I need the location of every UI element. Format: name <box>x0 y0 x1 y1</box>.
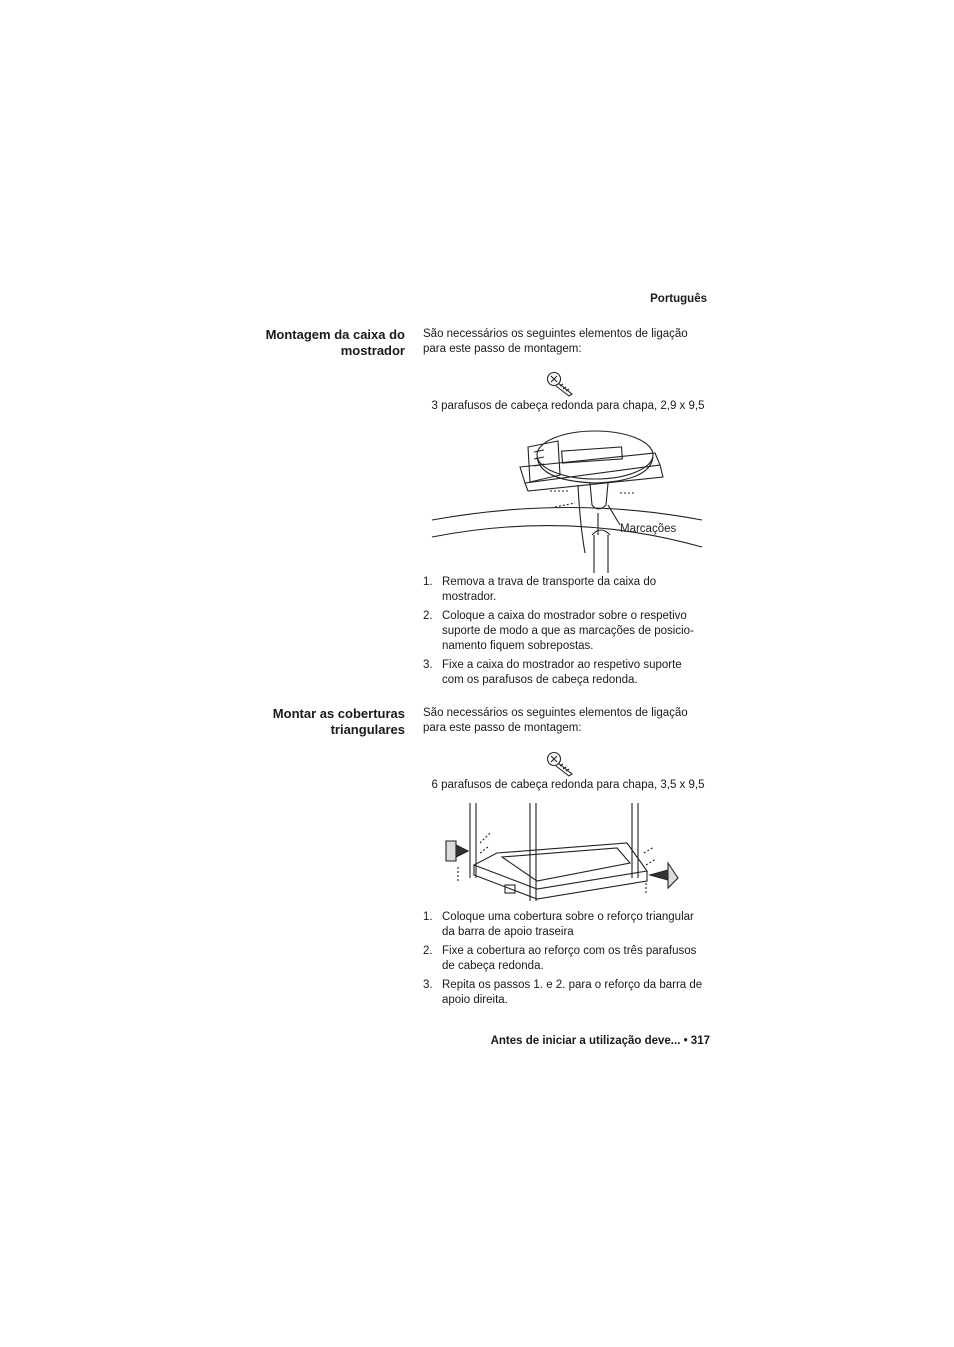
triangular-covers-figure <box>432 803 682 903</box>
steps-list <box>423 575 713 692</box>
step-item <box>423 910 713 940</box>
step-text: Remova a trava de transporte da caixa do <box>442 576 657 588</box>
screw-icon <box>545 750 581 778</box>
step-number: 3. <box>423 979 433 991</box>
step-text: Fixe a caixa do mostrador ao respetivo suporte <box>442 659 682 671</box>
step-text: namento fiquem sobrepostas. <box>442 640 594 652</box>
section-title-line: Montagem da caixa do <box>265 327 405 342</box>
step-number: 2. <box>423 610 433 622</box>
section-title-line: mostrador <box>340 343 405 358</box>
step-text: de cabeça redonda. <box>442 960 544 972</box>
step-text: Coloque a caixa do mostrador sobre o respetivo <box>442 610 687 622</box>
step-item <box>423 978 713 1008</box>
steps-list <box>423 910 713 1012</box>
screw-caption: 6 parafusos de cabeça redonda para chapa, 3,5 x 9,5 <box>431 779 705 791</box>
language-label: Português <box>650 293 707 305</box>
intro-line: para este passo de montagem: <box>423 722 582 734</box>
step-item <box>423 658 713 688</box>
intro-line: São necessários os seguintes elementos de ligação <box>423 328 688 340</box>
intro-line: para este passo de montagem: <box>423 343 582 355</box>
step-item <box>423 575 713 605</box>
section-title-line: triangulares <box>330 722 405 737</box>
section-title-line: Montar as coberturas <box>272 706 405 721</box>
step-text: suporte de modo a que as marcações de posicio- <box>442 625 694 637</box>
section-title-display-housing <box>205 327 405 359</box>
step-text: com os parafusos de cabeça redonda. <box>442 674 638 686</box>
step-text: Repita os passos 1. e 2. para o reforço da barra de <box>442 979 703 991</box>
section-intro <box>423 706 713 736</box>
step-text: mostrador. <box>442 591 497 603</box>
intro-line: São necessários os seguintes elementos de ligação <box>423 707 688 719</box>
step-text: Coloque uma cobertura sobre o reforço triangular <box>442 911 694 923</box>
screw-icon <box>545 370 581 398</box>
step-text: apoio direita. <box>442 994 508 1006</box>
step-item <box>423 944 713 974</box>
step-number: 3. <box>423 659 433 671</box>
step-number: 1. <box>423 576 433 588</box>
step-text: da barra de apoio traseira <box>442 926 574 938</box>
step-number: 1. <box>423 911 433 923</box>
step-text: Fixe a cobertura ao reforço com os três parafusos <box>442 945 697 957</box>
display-housing-figure <box>430 425 710 575</box>
section-title-triangular-covers <box>205 706 405 738</box>
screw-caption: 3 parafusos de cabeça redonda para chapa, 2,9 x 9,5 <box>431 400 705 412</box>
section-intro <box>423 327 713 357</box>
step-item <box>423 609 713 654</box>
page-footer: Antes de iniciar a utilização deve... • 317 <box>490 1035 710 1047</box>
markings-label: Marcações <box>620 523 677 535</box>
step-number: 2. <box>423 945 433 957</box>
